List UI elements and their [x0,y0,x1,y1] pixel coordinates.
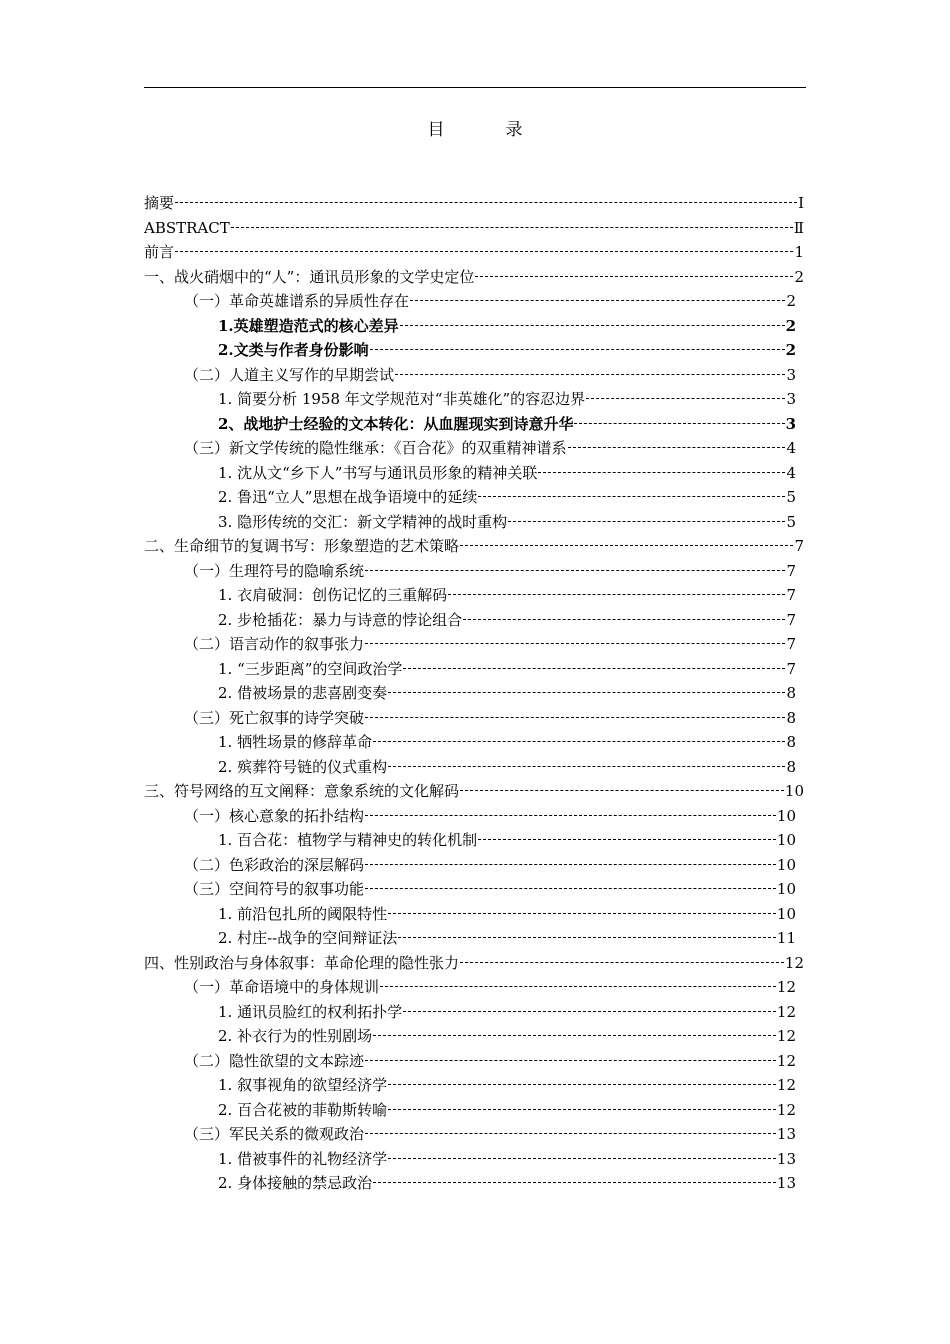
toc-entry-page: Ⅱ [793,218,804,237]
toc-entry-title: （三）空间符号的叙事功能 [184,880,365,898]
toc-entry-page: 10 [776,855,796,874]
toc-entry[interactable] [144,730,796,755]
toc-entry-title: 2、战地护士经验的文本转化：从血腥现实到诗意升华 [218,414,574,433]
toc-entry-page: 12 [776,978,796,996]
toc-entry-title: 四、性别政治与身体叙事：革命伦理的隐性张力 [144,953,460,972]
toc-entry-page: 4 [786,463,796,482]
toc-leader-dashes [388,1109,776,1110]
toc-entry-page: 8 [786,757,796,776]
toc-entry-page: 10 [776,904,796,923]
toc-entry-title: 三、符号网络的互文阐释：意象系统的文化解码 [144,782,460,800]
toc-entry-page: 8 [786,733,796,751]
toc-entry-title: 1. 通讯员脸红的权利拓扑学 [218,1002,403,1021]
toc-entry-page: Ⅰ [798,194,804,212]
toc-entry[interactable] [144,265,804,290]
toc-entry-title: 1. 牺牲场景的修辞革命 [218,733,373,751]
toc-entry[interactable] [144,510,796,535]
toc-leader-dashes [478,496,785,497]
toc-entry-title: 1. 前沿包扎所的阈限特性 [218,904,388,923]
toc-entry[interactable] [144,1098,796,1123]
toc-leader-dashes [460,962,784,963]
toc-entry-title: 2. 村庄--战争的空间辩证法 [218,929,398,947]
toc-leader-dashes [538,472,785,473]
toc-entry[interactable] [144,804,796,829]
toc-entry[interactable] [144,412,796,437]
toc-entry-title: （一）核心意象的拓扑结构 [184,806,365,825]
toc-entry-title: 1. “三步距离”的空间政治学 [218,659,403,678]
toc-entry-page: 3 [786,390,796,408]
toc-entry[interactable] [144,877,796,902]
toc-entry-page: 13 [776,1174,796,1192]
toc-leader-dashes [403,1011,776,1012]
toc-entry-page: 5 [786,512,796,531]
toc-entry[interactable] [144,363,796,388]
toc-entry-title: ABSTRACT [144,218,230,237]
toc-entry-title: 2.文类与作者身份影响 [218,341,369,359]
toc-entry[interactable] [144,1073,796,1098]
toc-entry-page: 11 [776,929,796,947]
toc-entry-title: （三）军民关系的微观政治 [184,1125,365,1143]
toc-entry[interactable] [144,608,796,633]
toc-entry-page: 12 [776,1076,796,1094]
toc-entry-title: 1. 百合花：植物学与精神史的转化机制 [218,831,478,849]
toc-entry-title: （二）人道主义写作的早期尝试 [184,365,395,384]
toc-leader-dashes [460,790,784,791]
toc-entry-title: 3. 隐形传统的交汇：新文学精神的战时重构 [218,512,508,531]
toc-entry[interactable] [144,828,796,853]
toc-leader-dashes [388,1084,776,1085]
toc-entry-title: 1. 衣肩破洞：创伤记忆的三重解码 [218,586,448,604]
toc-entry[interactable] [144,485,796,510]
toc-leader-dashes [365,570,785,571]
toc-leader-dashes [370,349,785,350]
toc-leader-dashes [388,766,785,767]
toc-entry[interactable] [144,951,804,976]
toc-entry[interactable] [144,902,796,927]
toc-leader-dashes [365,815,776,816]
toc-entry[interactable] [144,1171,796,1196]
toc-leader-dashes [463,619,785,620]
toc-entry-page: 4 [786,439,796,457]
toc-leader-dashes [410,300,785,301]
toc-entry-page: 7 [786,586,796,604]
toc-entry-title: 2. 借被场景的悲喜剧变奏 [218,684,388,702]
toc-leader-dashes [568,447,786,448]
toc-entry-title: 二、生命细节的复调书写：形象塑造的艺术策略 [144,537,460,555]
toc-entry-page: 2 [786,292,796,310]
toc-leader-dashes [365,1060,776,1061]
toc-title: 目 录 [427,120,545,140]
toc-entry-title: （二）语言动作的叙事张力 [184,635,365,653]
toc-entry-page: 7 [786,561,796,580]
toc-entry[interactable] [144,338,796,363]
toc-entry-title: （二）色彩政治的深层解码 [184,855,365,874]
toc-entry-page: 12 [776,1100,796,1119]
toc-leader-dashes [365,643,785,644]
toc-entry-page: 12 [776,1002,796,1021]
toc-entry-page: 13 [776,1149,796,1168]
toc-entry-title: （一）革命语境中的身体规训 [184,978,380,996]
toc-leader-dashes [373,1035,776,1036]
toc-leader-dashes [574,423,784,424]
toc-leader-dashes [365,717,785,718]
toc-leader-dashes [231,227,793,228]
toc-entry[interactable] [144,216,804,241]
toc-entry-title: （三）死亡叙事的诗学突破 [184,708,365,727]
toc-entry-page: 8 [786,708,796,727]
toc-entry[interactable] [144,926,796,951]
toc-leader-dashes [460,545,793,546]
toc-entry[interactable] [144,1049,796,1074]
toc-leader-dashes [373,741,785,742]
toc-entry-title: （一）革命英雄谱系的异质性存在 [184,292,410,310]
toc-entry-page: 7 [786,659,796,678]
toc-entry[interactable] [144,975,796,1000]
toc-entry-page: 2 [785,341,796,359]
toc-entry-title: 1. 叙事视角的欲望经济学 [218,1076,388,1094]
toc-leader-dashes [586,398,785,399]
toc-entry-title: （二）隐性欲望的文本踪迹 [184,1051,365,1070]
toc-entry[interactable] [144,289,796,314]
toc-leader-dashes [478,839,776,840]
toc-entry-page: 5 [786,488,796,506]
toc-entry-page: 3 [785,414,796,433]
toc-entry[interactable] [144,387,796,412]
toc-entry-page: 2 [794,267,804,286]
toc-entry-title: 2. 鲁迅“立人”思想在战争语境中的延续 [218,488,478,506]
toc-leader-dashes [448,594,785,595]
toc-entry-title: 2. 身体接触的禁忌政治 [218,1174,373,1192]
toc-leader-dashes [475,276,793,277]
toc-leader-dashes [175,202,797,203]
toc-entry-page: 2 [785,316,796,335]
toc-entry[interactable] [144,436,796,461]
toc-entry[interactable] [144,314,796,339]
toc-entry-page: 3 [786,365,796,384]
toc-leader-dashes [400,325,785,326]
toc-entry-title: 1.英雄塑造范式的核心差异 [218,316,399,335]
toc-entry[interactable] [144,681,796,706]
toc-leader-dashes [508,521,785,522]
toc-entry-page: 12 [784,953,804,972]
toc-entry[interactable] [144,583,796,608]
toc-entry-title: 1. 沈从文“乡下人”书写与通讯员形象的精神关联 [218,463,538,482]
toc-entry[interactable] [144,191,804,216]
toc-leader-dashes [365,864,776,865]
toc-leader-dashes [365,1133,776,1134]
toc-entry[interactable] [144,632,796,657]
toc-entry[interactable] [144,1122,796,1147]
toc-leader-dashes [388,692,785,693]
toc-leader-dashes [403,668,785,669]
toc-entry[interactable] [144,240,804,265]
toc-entry[interactable] [144,1147,796,1172]
toc-entry-page: 13 [776,1125,796,1143]
toc-entry[interactable] [144,755,796,780]
toc-entry-title: 2. 百合花被的菲勒斯转喻 [218,1100,388,1119]
toc-entry[interactable] [144,657,796,682]
toc-entry-title: 2. 步枪插花：暴力与诗意的悖论组合 [218,610,463,629]
toc-entry-page: 10 [776,880,796,898]
toc-entry[interactable] [144,1000,796,1025]
toc-entry-page: 7 [794,537,804,555]
toc-entry[interactable] [144,853,796,878]
toc-entry-title: 1. 简要分析 1958 年文学规范对“非英雄化”的容忍边界 [218,390,586,408]
toc-entry[interactable] [144,706,796,731]
toc-entry-title: （一）生理符号的隐喻系统 [184,561,365,580]
toc-leader-dashes [388,1158,776,1159]
toc-leader-dashes [388,913,776,914]
toc-entry[interactable] [144,779,804,804]
toc-entry-title: 一、战火硝烟中的“人”：通讯员形象的文学史定位 [144,267,475,286]
toc-entry-page: 10 [776,806,796,825]
toc-entry-page: 12 [776,1051,796,1070]
toc-entry-title: （三）新文学传统的隐性继承：《百合花》的双重精神谱系 [184,439,567,457]
toc-leader-dashes [175,251,793,252]
toc-entry[interactable] [144,1024,796,1049]
table-of-contents [144,191,804,1196]
toc-entry-title: 1. 借被事件的礼物经济学 [218,1149,388,1168]
toc-entry-page: 1 [794,243,804,261]
toc-leader-dashes [395,374,785,375]
header-rule [144,87,806,88]
toc-leader-dashes [365,888,776,889]
toc-entry-page: 7 [786,635,796,653]
toc-leader-dashes [380,986,776,987]
toc-leader-dashes [398,937,776,938]
toc-entry-page: 12 [776,1027,796,1045]
toc-leader-dashes [373,1182,776,1183]
toc-entry-title: 2. 殡葬符号链的仪式重构 [218,757,388,776]
toc-entry-title: 2. 补衣行为的性别剧场 [218,1027,373,1045]
toc-entry-page: 10 [776,831,796,849]
toc-entry-page: 7 [786,610,796,629]
toc-entry[interactable] [144,534,804,559]
toc-entry-page: 10 [784,782,804,800]
toc-entry[interactable] [144,559,796,584]
toc-entry-title: 前言 [144,243,175,261]
toc-entry[interactable] [144,461,796,486]
toc-entry-title: 摘要 [144,194,175,212]
toc-entry-page: 8 [786,684,796,702]
